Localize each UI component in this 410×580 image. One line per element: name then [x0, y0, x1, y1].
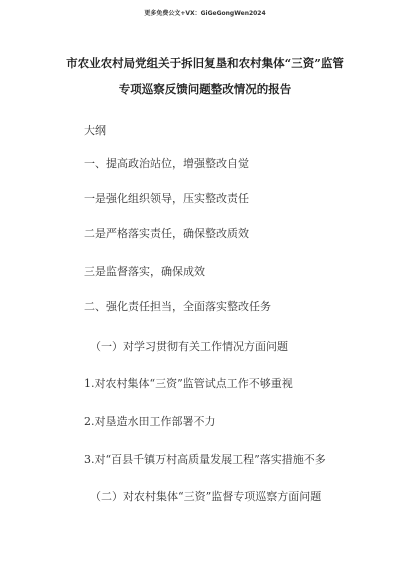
- document-title-line-2: 专项巡察反馈问题整改情况的报告: [118, 82, 292, 96]
- paragraph-line: 二是严格落实责任，确保整改质效: [84, 227, 249, 240]
- header-note: 更多免费公文+VX：GiGeGongWen2024: [144, 10, 266, 17]
- list-item: 2.对垦造水田工作部署不力: [84, 415, 216, 428]
- outline-label: 大纲: [84, 124, 106, 137]
- section-heading-2: 二、强化责任担当，全面落实整改任务: [84, 300, 271, 313]
- list-item: 3.对“百县千镇万村高质量发展工程”落实措施不多: [84, 453, 326, 466]
- paragraph-line: 一是强化组织领导，压实整改责任: [84, 192, 249, 205]
- paragraph-line: 三是监督落实，确保成效: [84, 265, 205, 278]
- section-heading-1: 一、提高政治站位，增强整改自觉: [84, 157, 249, 170]
- subsection-heading: （二）对农村集体“三资”监督专项巡察方面问题: [90, 490, 322, 503]
- list-item: 1.对农村集体“三资”监管试点工作不够重视: [84, 377, 293, 390]
- subsection-heading: （一）对学习贯彻有关工作情况方面问题: [90, 340, 288, 353]
- document-title-line-1: 市农业农村局党组关于拆旧复垦和农村集体“三资”监管: [66, 56, 344, 70]
